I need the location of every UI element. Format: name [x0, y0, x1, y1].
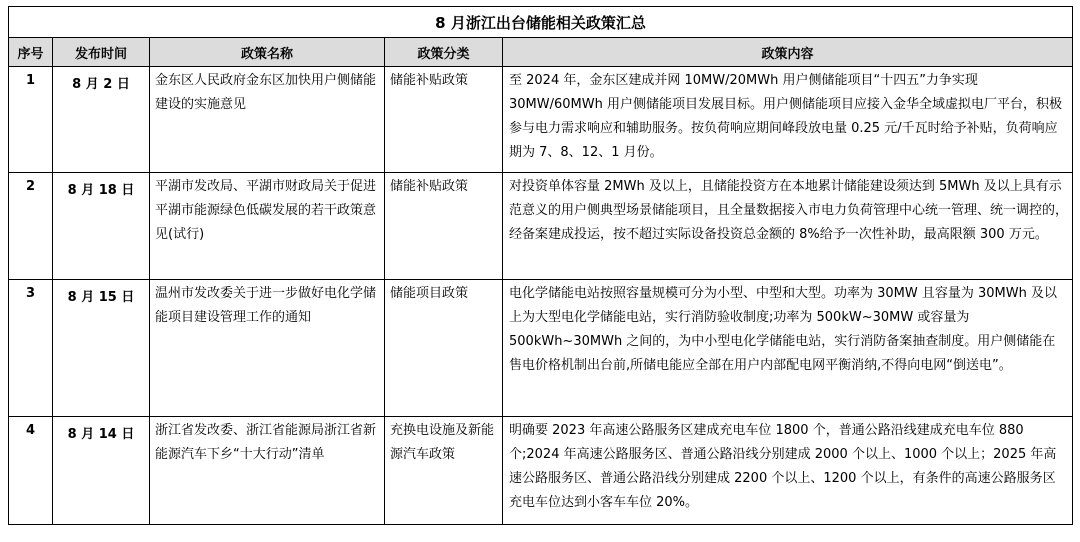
row-policy-name: 平湖市发改局、平湖市财政局关于促进平湖市能源绿色低碳发展的若干政策意见(试行): [150, 173, 385, 280]
row-content: 电化学储能电站按照容量规模可分为小型、中型和大型。功率为 30MW 且容量为 30MWh 及以上为大型电化学储能电站，实行消防验收制度;功率为 500kW~30MW 或容量为 500kWh~30MWh 之间的，为中小型电化学储能电站，实行消防备案抽查制度。用户侧储能在售电价格机制出台前,所储电能应全部在用户内部配电网平衡消纳,不得向电网“倒送电”。: [503, 280, 1073, 417]
table-row: [9, 417, 1073, 525]
row-date: 8 月 15 日: [53, 280, 150, 417]
row-content: 至 2024 年，金东区建成并网 10MW/20MWh 用户侧储能项目“十四五”力争实现 30MW/60MWh 用户侧储能项目发展目标。用户侧储能项目应接入金华全域虚拟电厂平台，积极参与电力需求响应和辅助服务。按负荷响应期间峰段放电量 0.25 元/千瓦时给予补贴，负荷响应期为 7、8、12、1 月份。: [503, 67, 1073, 173]
table-title: 8 月浙江出台储能相关政策汇总: [9, 7, 1073, 38]
row-policy-name: 金东区人民政府金东区加快用户侧储能建设的实施意见: [150, 67, 385, 173]
row-category: 储能项目政策: [385, 280, 503, 417]
header-no: 序号: [9, 38, 53, 67]
row-no: 2: [9, 173, 53, 280]
row-content: 明确要 2023 年高速公路服务区建成充电车位 1800 个，普通公路沿线建成充电车位 880 个;2024 年高速公路服务区、普通公路沿线分别建成 2000 个以上、1000 个以上；2025 年高速公路服务区、普通公路沿线分别建成 2200 个以上、1200 个以上，有条件的高速公路服务区充电车位达到小客车车位 20%。: [503, 417, 1073, 525]
row-category: 充换电设施及新能源汽车政策: [385, 417, 503, 525]
table-row: [9, 67, 1073, 173]
header-name: 政策名称: [150, 38, 385, 67]
header-row: [9, 38, 1073, 67]
header-category: 政策分类: [385, 38, 503, 67]
row-category: 储能补贴政策: [385, 173, 503, 280]
table-row: [9, 280, 1073, 417]
row-date: 8 月 2 日: [53, 67, 150, 173]
row-policy-name: 温州市发改委关于进一步做好电化学储能项目建设管理工作的通知: [150, 280, 385, 417]
row-date: 8 月 14 日: [53, 417, 150, 525]
policy-summary: [8, 6, 1072, 525]
row-policy-name: 浙江省发改委、浙江省能源局浙江省新能源汽车下乡“十大行动”清单: [150, 417, 385, 525]
row-date: 8 月 18 日: [53, 173, 150, 280]
row-no: 4: [9, 417, 53, 525]
policy-table: [8, 6, 1073, 525]
header-date: 发布时间: [53, 38, 150, 67]
row-no: 1: [9, 67, 53, 173]
row-content: 对投资单体容量 2MWh 及以上，且储能投资方在本地累计储能建设须达到 5MWh 及以上具有示范意义的用户侧典型场景储能项目，且全量数据接入市电力负荷管理中心统一管理、统一调控的，经备案建成投运，按不超过实际设备投资总金额的 8%给予一次性补助，最高限额 300 万元。: [503, 173, 1073, 280]
row-category: 储能补贴政策: [385, 67, 503, 173]
row-no: 3: [9, 280, 53, 417]
header-content: 政策内容: [503, 38, 1073, 67]
table-title-row: [9, 7, 1073, 38]
table-row: [9, 173, 1073, 280]
